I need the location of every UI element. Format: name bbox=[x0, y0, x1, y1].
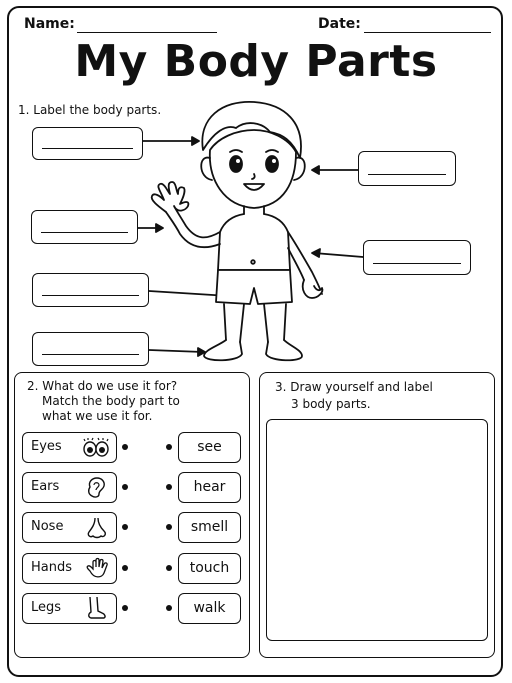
match-item-label: Hands bbox=[31, 560, 73, 575]
match-item-nose[interactable] bbox=[22, 512, 117, 543]
nose-icon bbox=[82, 516, 110, 540]
match-dot-left-hands[interactable] bbox=[122, 565, 128, 571]
section1-instruction: 1. Label the body parts. bbox=[18, 103, 162, 117]
match-item-label: Eyes bbox=[31, 439, 62, 454]
ear-icon bbox=[82, 476, 110, 500]
match-dot-right-smell[interactable] bbox=[166, 524, 172, 530]
page-title: My Body Parts bbox=[74, 36, 438, 87]
match-use-walk[interactable]: walk bbox=[178, 593, 241, 624]
match-item-hands[interactable] bbox=[22, 553, 117, 584]
match-dot-right-touch[interactable] bbox=[166, 565, 172, 571]
eyes-icon bbox=[82, 436, 110, 460]
drawing-area[interactable] bbox=[266, 419, 488, 641]
section2-instruction-line3: what we use it for. bbox=[42, 409, 153, 423]
match-item-label: Legs bbox=[31, 600, 62, 615]
match-dot-left-eyes[interactable] bbox=[122, 444, 128, 450]
match-item-label: Nose bbox=[31, 519, 64, 534]
leg-icon bbox=[82, 596, 110, 620]
match-item-legs[interactable] bbox=[22, 593, 117, 624]
match-dot-left-legs[interactable] bbox=[122, 605, 128, 611]
section3-instruction-line1: 3. Draw yourself and label bbox=[275, 380, 433, 394]
date-label: Date: bbox=[318, 16, 361, 32]
section2-instruction-line1: 2. What do we use it for? bbox=[27, 379, 178, 393]
match-use-hear[interactable]: hear bbox=[178, 472, 241, 503]
match-dot-left-ears[interactable] bbox=[122, 484, 128, 490]
match-item-ears[interactable] bbox=[22, 472, 117, 503]
section2-instruction-line2: Match the body part to bbox=[42, 394, 180, 408]
match-use-touch[interactable]: touch bbox=[178, 553, 241, 584]
match-dot-right-see[interactable] bbox=[166, 444, 172, 450]
match-dot-right-hear[interactable] bbox=[166, 484, 172, 490]
match-use-smell[interactable]: smell bbox=[178, 512, 241, 543]
match-item-label: Ears bbox=[31, 479, 60, 494]
hand-icon bbox=[84, 557, 112, 581]
match-dot-left-nose[interactable] bbox=[122, 524, 128, 530]
name-label: Name: bbox=[24, 16, 75, 32]
match-item-eyes[interactable] bbox=[22, 432, 117, 463]
match-use-see[interactable]: see bbox=[178, 432, 241, 463]
match-dot-right-walk[interactable] bbox=[166, 605, 172, 611]
section3-instruction-line2: 3 body parts. bbox=[291, 397, 371, 411]
